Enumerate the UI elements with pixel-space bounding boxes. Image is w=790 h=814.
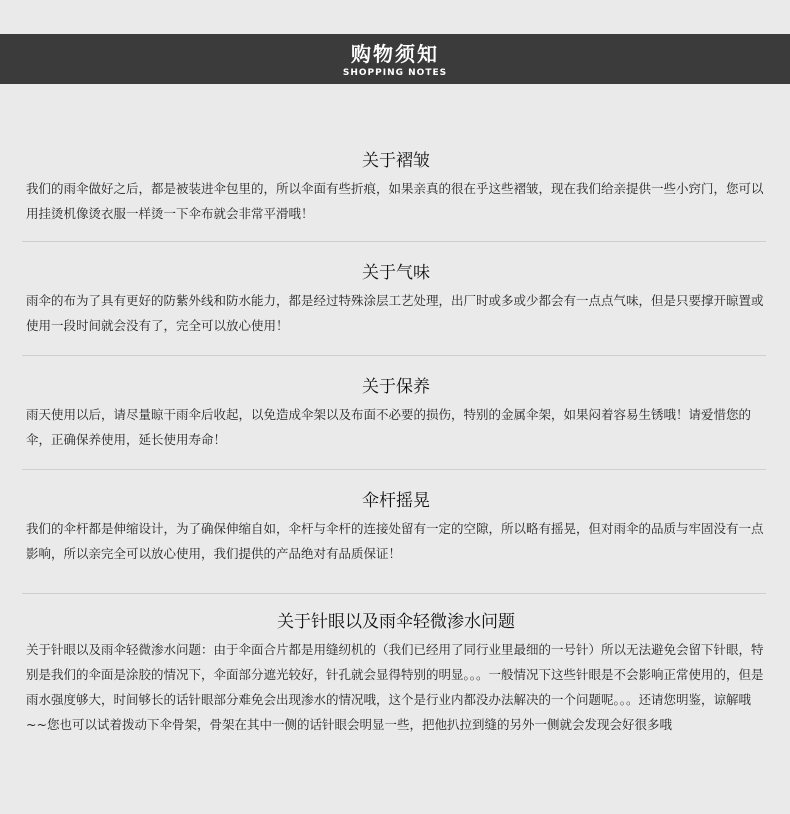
shopping-notes-banner [0, 34, 790, 84]
section-body: 我们的雨伞做好之后，都是被装进伞包里的，所以伞面有些折痕，如果亲真的很在乎这些褶皱，现在我们给亲提供一些小窍门，您可以用挂烫机像烫衣服一样烫一下伞布就会非常平滑哦！ [26, 181, 764, 221]
section-divider [22, 241, 766, 242]
section-title: 关于针眼以及雨伞轻微渗水问题 [277, 612, 515, 632]
section-body: 雨伞的布为了具有更好的防紫外线和防水能力，都是经过特殊涂层工艺处理，出厂时或多或少都会有一点点气味，但是只要撑开晾置或使用一段时间就会没有了，完全可以放心使用！ [26, 293, 764, 333]
section-divider [22, 469, 766, 470]
section-title: 伞杆摇晃 [362, 491, 430, 511]
section-needle-holes [26, 611, 766, 737]
banner-subtitle: SHOPPING NOTES [342, 68, 448, 78]
section-odor [26, 262, 766, 338]
section-body: 我们的伞杆都是伸缩设计，为了确保伸缩自如，伞杆与伞杆的连接处留有一定的空隙，所以略有摇晃，但对雨伞的品质与牢固没有一点影响，所以亲完全可以放心使用，我们提供的产品绝对有品质保证！ [26, 521, 764, 561]
section-wrinkles [26, 150, 766, 226]
banner-title: 购物须知 [351, 42, 439, 66]
section-title: 关于气味 [362, 263, 430, 283]
section-divider [22, 355, 766, 356]
section-maintenance [26, 376, 766, 452]
section-title: 关于保养 [362, 377, 430, 397]
section-title: 关于褶皱 [362, 151, 430, 171]
section-divider [22, 593, 766, 594]
section-body: 关于针眼以及雨伞轻微渗水问题：由于伞面合片都是用缝纫机的（我们已经用了同行业里最细的一号针）所以无法避免会留下针眼，特别是我们的伞面是涂胶的情况下，伞面部分遮光较好，针孔就会显得特别的明显。。。一般情况下这些针眼是不会影响正常使用的，但是雨水强度够大，时间够长的话针眼部分难免会出现渗水的情况哦，这个是行业内都没办法解决的一个问题呢。。。还请您明鉴，谅解哦~~您也可以试着拨动下伞骨架，骨架在其中一侧的话针眼会明显一些，把他扒拉到缝的另外一侧就会发现会好很多哦 [26, 642, 764, 732]
section-shaft-wobble [26, 490, 766, 566]
section-body: 雨天使用以后，请尽量晾干雨伞后收起，以免造成伞架以及布面不必要的损伤，特别的金属伞架，如果闷着容易生锈哦！请爱惜您的伞，正确保养使用，延长使用寿命！ [26, 407, 752, 447]
